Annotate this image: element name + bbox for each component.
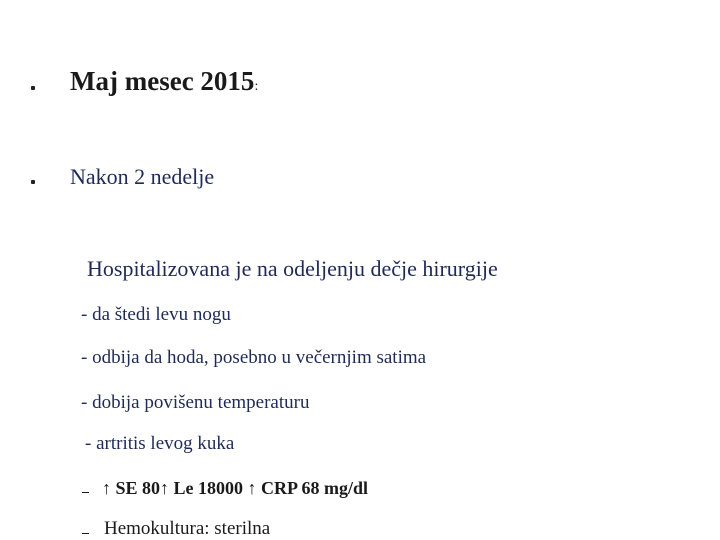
slide-title-date [70, 66, 258, 97]
blood-culture-result: Hemokultura: sterilna [104, 518, 271, 539]
bullet-dot-1 [31, 86, 35, 90]
hospitalization-heading: Hospitalizovana je na odeljenju dečje hirurgije [87, 256, 498, 281]
subtitle-after-weeks: Nakon 2 nedelje [70, 164, 215, 189]
symptom-item-3: - dobija povišenu temperaturu [81, 392, 310, 413]
symptom-item-1: - da štedi levu nogu [81, 304, 231, 325]
title-text: Maj mesec 2015 [70, 66, 255, 96]
bullet-dot-2 [31, 180, 35, 184]
dash-marker-2 [82, 533, 89, 534]
lab-results: ↑ SE 80↑ Le 18000 ↑ CRP 68 mg/dl [102, 478, 369, 498]
symptom-item-2: - odbija da hoda, posebno u večernjim satima [81, 347, 427, 368]
title-suffix: : [254, 79, 259, 94]
dash-marker-1 [82, 492, 89, 493]
symptom-item-4: - artritis levog kuka [85, 433, 235, 454]
